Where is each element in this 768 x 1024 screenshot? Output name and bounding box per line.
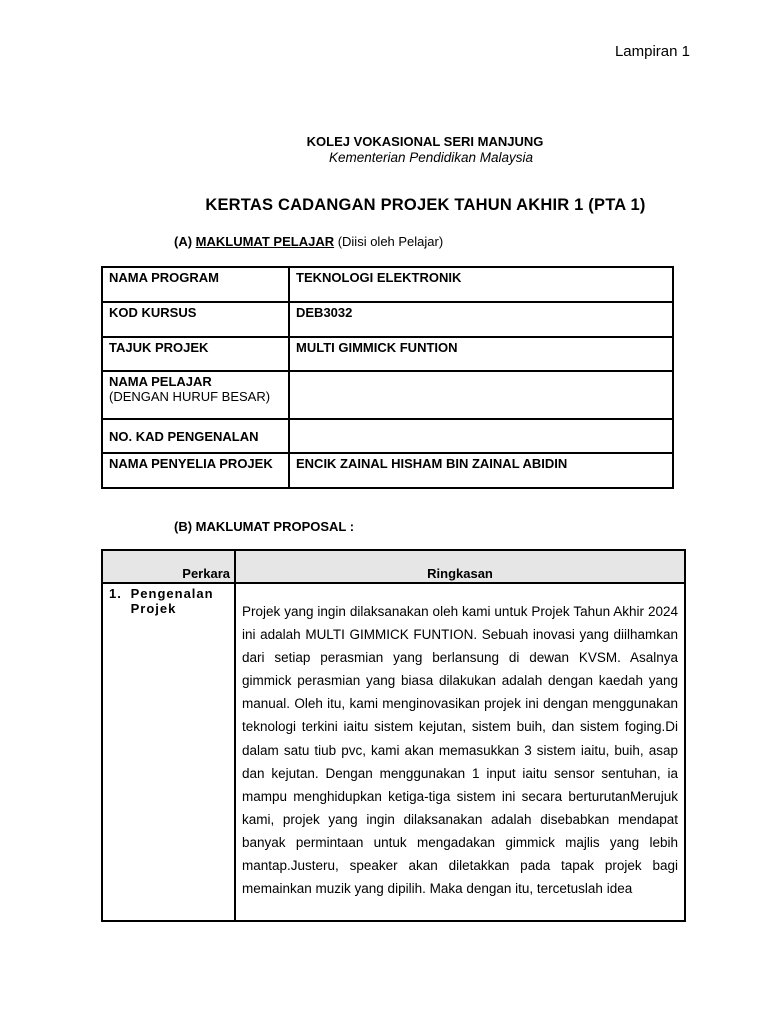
row-label-sub: (DENGAN HURUF BESAR) (109, 389, 271, 404)
document-title: KERTAS CADANGAN PROJEK TAHUN AKHIR 1 (PTA 1) (205, 196, 646, 214)
row-label (102, 371, 289, 419)
ministry-name: Kementerian Pendidikan Malaysia (328, 150, 534, 165)
table-row (102, 453, 673, 488)
row-value: TEKNOLOGI ELEKTRONIK (289, 267, 673, 302)
section-a-title: MAKLUMAT PELAJAR (195, 234, 335, 249)
table-bottom-border (101, 920, 686, 922)
table-header-row (102, 550, 685, 583)
row-value: MULTI GIMMICK FUNTION (289, 337, 673, 371)
table-row (102, 583, 685, 920)
row-label: NAMA PROGRAM (102, 267, 289, 302)
table-row (102, 419, 673, 453)
row-value: ENCIK ZAINAL HISHAM BIN ZAINAL ABIDIN (289, 453, 673, 488)
column-header-item: Perkara (102, 550, 235, 583)
summary-cell (235, 583, 685, 920)
table-row (102, 337, 673, 371)
row-value (289, 371, 673, 419)
section-a-note: (Diisi oleh Pelajar) (334, 234, 444, 249)
attachment-label: Lampiran 1 (614, 43, 690, 60)
column-header-summary: Ringkasan (235, 550, 685, 583)
row-label: NAMA PENYELIA PROJEK (102, 453, 289, 488)
table-row (102, 302, 673, 337)
table-row (102, 267, 673, 302)
row-label: KOD KURSUS (102, 302, 289, 337)
item-cell (102, 583, 235, 920)
college-name: KOLEJ VOKASIONAL SERI MANJUNG (306, 134, 544, 149)
table-row (102, 371, 673, 419)
row-label-main: NAMA PELAJAR (109, 374, 212, 389)
section-a-heading (174, 234, 443, 249)
section-b-heading: (B) MAKLUMAT PROPOSAL : (174, 519, 355, 534)
summary-text: Projek yang ingin dilaksanakan oleh kami untuk Projek Tahun Akhir 2024 ini adalah MULTI GIMMICK FUNTION. Sebuah inovasi yang diilhamkan dari setiap perasmian yang berlansung di dewan KVSM. Asalnya gimmick perasmian yang biasa dilakukan adalah dengan kaedah yang manual. Oleh itu, kami menginovasikan projek ini dengan menggunakan teknologi terkini iaitu sistem kejutan, sistem buih, dan sistem foging.Di dalam satu tiub pvc, kami akan memasukkan 3 sistem iaitu, buih, asap dan kejutan. Dengan menggunakan 1 input iaitu sensor sentuhan, ia mampu menghidupkan ketiga-tiga sistem ini secara berturutanMerujuk kami, projek yang ingin dilaksanakan adalah disebabkan mendapat banyak permintaan untuk mengadakan gimmick majlis yang lebih mantap.Justeru, speaker akan diletakkan pada tapak projek bagi memainkan muzik yang dipilih. Maka dengan itu, tercetuslah idea (242, 604, 678, 897)
proposal-table (101, 549, 686, 920)
section-a-prefix: (A) (174, 234, 196, 249)
row-label: NO. KAD PENGENALAN (102, 419, 289, 453)
item-label: Pengenalan Projek (130, 586, 214, 616)
row-label: TAJUK PROJEK (102, 337, 289, 371)
row-value: DEB3032 (289, 302, 673, 337)
student-info-table (101, 266, 674, 489)
row-value (289, 419, 673, 453)
item-number: 1. (109, 586, 122, 601)
